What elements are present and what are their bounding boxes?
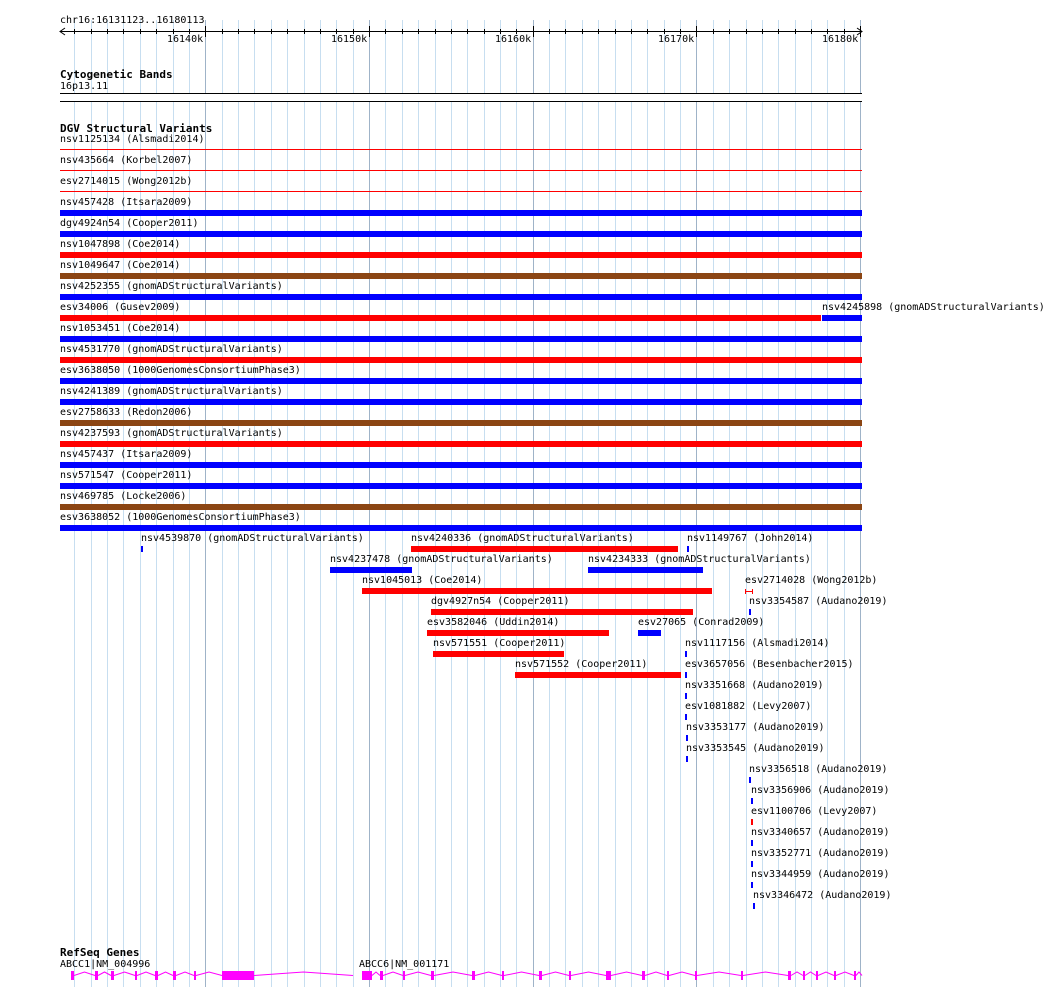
variant-feature[interactable] — [60, 504, 862, 510]
variant-label[interactable]: esv2758633 (Redon2006) — [60, 407, 193, 418]
variant-label[interactable]: esv3638052 (1000GenomesConsortiumPhase3) — [60, 512, 301, 523]
variant-feature[interactable] — [687, 546, 689, 552]
variant-label[interactable]: nsv435664 (Korbel2007) — [60, 155, 193, 166]
variant-label[interactable]: nsv3353545 (Audano2019) — [686, 743, 825, 754]
variant-label[interactable]: nsv3356518 (Audano2019) — [749, 764, 888, 775]
variant-feature[interactable] — [362, 588, 712, 594]
variant-feature[interactable] — [330, 567, 412, 573]
variant-feature[interactable] — [685, 714, 687, 720]
variant-label[interactable]: nsv571551 (Cooper2011) — [433, 638, 566, 649]
gene-intron — [158, 972, 173, 976]
variant-label[interactable]: nsv4237478 (gnomADStructuralVariants) — [330, 554, 553, 565]
gene-intron — [196, 972, 222, 976]
gene-intron — [856, 972, 862, 976]
variant-label[interactable]: nsv571552 (Cooper2011) — [515, 659, 648, 670]
gene-intron — [818, 972, 834, 976]
ruler-tick-label: 16150k — [331, 34, 368, 45]
gene-exon — [135, 971, 137, 980]
variant-feature[interactable] — [60, 273, 862, 279]
variant-feature[interactable] — [60, 525, 862, 531]
gene-exon — [788, 971, 791, 980]
variant-label[interactable]: nsv3346472 (Audano2019) — [753, 890, 892, 901]
variant-feature[interactable] — [60, 170, 862, 171]
variant-label[interactable]: nsv1047898 (Coe2014) — [60, 239, 181, 250]
gene-exon — [502, 971, 504, 980]
variant-feature[interactable] — [751, 861, 753, 867]
variant-label[interactable]: nsv4245898 (gnomADStructuralVariants) — [822, 302, 1045, 313]
variant-feature[interactable] — [60, 441, 862, 447]
variant-feature[interactable] — [751, 840, 753, 846]
variant-feature[interactable] — [588, 567, 703, 573]
gene-exon — [741, 971, 743, 980]
variant-feature[interactable] — [60, 357, 862, 363]
variant-label[interactable]: nsv3353177 (Audano2019) — [686, 722, 825, 733]
gene-model[interactable] — [60, 969, 355, 983]
gene-intron — [137, 972, 155, 976]
gene-intron — [98, 972, 111, 976]
cytoband-bar[interactable] — [60, 93, 862, 102]
variant-feature[interactable] — [685, 693, 687, 699]
variant-label[interactable]: nsv3344959 (Audano2019) — [751, 869, 890, 880]
variant-label[interactable]: nsv457437 (Itsara2009) — [60, 449, 193, 460]
gene-exon — [222, 971, 254, 980]
variant-feature[interactable] — [60, 294, 862, 300]
variant-feature[interactable] — [749, 609, 751, 615]
ruler-tick-label: 16170k — [658, 34, 695, 45]
gene-exon — [695, 971, 697, 980]
variant-label[interactable]: nsv457428 (Itsara2009) — [60, 197, 193, 208]
variant-feature[interactable] — [751, 882, 753, 888]
gene-intron — [434, 972, 472, 976]
variant-feature[interactable] — [60, 378, 862, 384]
gene-exon — [380, 971, 383, 980]
variant-label[interactable]: nsv4240336 (gnomADStructuralVariants) — [411, 533, 634, 544]
variant-label[interactable]: nsv571547 (Cooper2011) — [60, 470, 193, 481]
gene-exon — [667, 971, 669, 980]
gene-intron — [836, 972, 854, 976]
gene-intron — [791, 972, 803, 976]
variant-label[interactable]: nsv4237593 (gnomADStructuralVariants) — [60, 428, 283, 439]
ruler[interactable] — [0, 0, 890, 60]
gene-exon — [803, 971, 805, 980]
variant-feature[interactable] — [60, 252, 862, 258]
gene-intron — [743, 972, 788, 976]
variant-label[interactable]: esv34006 (Gusev2009) — [60, 302, 181, 313]
gene-intron — [669, 972, 695, 976]
variant-feature[interactable] — [60, 210, 862, 216]
gene-intron — [383, 972, 403, 976]
variant-feature[interactable] — [745, 591, 753, 592]
ruler-tick-label: 16180k — [822, 34, 859, 45]
variant-label[interactable]: esv1081882 (Levy2007) — [685, 701, 812, 712]
dgv-track-title: DGV Structural Variants — [60, 122, 213, 135]
variant-feature[interactable] — [427, 630, 609, 636]
variant-label[interactable]: nsv3340657 (Audano2019) — [751, 827, 890, 838]
variant-label[interactable]: esv1100706 (Levy2007) — [751, 806, 878, 817]
variant-feature[interactable] — [515, 672, 681, 678]
variant-feature[interactable] — [433, 651, 564, 657]
variant-label[interactable]: nsv469785 (Locke2006) — [60, 491, 187, 502]
variant-feature[interactable] — [60, 191, 862, 192]
variant-feature[interactable] — [749, 777, 751, 783]
ruler-tick-label: 16160k — [495, 34, 532, 45]
gene-intron — [645, 972, 667, 976]
variant-feature[interactable] — [60, 231, 862, 237]
gene-intron — [504, 972, 539, 976]
variant-label[interactable]: nsv4539870 (gnomADStructuralVariants) — [141, 533, 364, 544]
variant-feature[interactable] — [60, 399, 862, 405]
gene-intron — [114, 972, 135, 976]
gene-exon — [569, 971, 571, 980]
variant-label[interactable]: esv3657056 (Besenbacher2015) — [685, 659, 854, 670]
variant-label[interactable]: nsv3356906 (Audano2019) — [751, 785, 890, 796]
gene-exon — [472, 971, 475, 980]
gene-exon — [431, 971, 434, 980]
variant-feature[interactable] — [685, 651, 687, 657]
gene-intron — [697, 972, 741, 976]
gene-exon — [642, 971, 645, 980]
gene-exon — [173, 971, 176, 980]
cytoband-label: 16p13.11 — [60, 81, 109, 92]
gene-intron — [475, 972, 502, 976]
variant-feature[interactable] — [753, 903, 755, 909]
gene-intron — [372, 972, 380, 976]
variant-label[interactable]: nsv4241389 (gnomADStructuralVariants) — [60, 386, 283, 397]
variant-feature[interactable] — [822, 315, 862, 321]
variant-feature[interactable] — [60, 420, 862, 426]
variant-label[interactable]: esv3638050 (1000GenomesConsortiumPhase3) — [60, 365, 301, 376]
variant-label[interactable]: nsv3352771 (Audano2019) — [751, 848, 890, 859]
variant-feature[interactable] — [60, 336, 862, 342]
variant-label[interactable]: nsv1149767 (John2014) — [687, 533, 814, 544]
variant-feature[interactable] — [60, 483, 862, 489]
gene-exon — [155, 971, 158, 980]
gene-label[interactable]: ABCC6|NM_001171 — [359, 959, 450, 970]
variant-label[interactable]: nsv1045013 (Coe2014) — [362, 575, 483, 586]
variant-feature[interactable] — [751, 798, 753, 804]
gene-exon — [194, 971, 196, 980]
variant-label[interactable]: nsv4252355 (gnomADStructuralVariants) — [60, 281, 283, 292]
variant-feature[interactable] — [686, 735, 688, 741]
gene-intron — [611, 972, 642, 976]
gene-exon — [539, 971, 542, 980]
ruler-title: chr16:16131123..16180113 — [60, 15, 205, 26]
variant-label[interactable]: nsv3354587 (Audano2019) — [749, 596, 888, 607]
variant-label[interactable]: esv2714015 (Wong2012b) — [60, 176, 193, 187]
variant-feature[interactable] — [638, 630, 661, 636]
variant-label[interactable]: esv3582046 (Uddin2014) — [427, 617, 560, 628]
variant-feature[interactable] — [411, 546, 678, 552]
gene-exon — [111, 971, 114, 980]
gene-label[interactable]: ABCC1|NM_004996 — [60, 959, 151, 970]
gene-exon — [834, 971, 836, 980]
variant-label[interactable]: nsv4531770 (gnomADStructuralVariants) — [60, 344, 283, 355]
gene-exon — [403, 971, 405, 980]
gene-exon — [95, 971, 98, 980]
variant-label[interactable]: nsv1125134 (Alsmadi2014) — [60, 134, 205, 145]
gene-intron — [176, 972, 194, 976]
ruler-tick-label: 16140k — [167, 34, 204, 45]
gene-intron — [74, 972, 95, 976]
gene-intron — [405, 972, 431, 976]
refseq-track-title: RefSeq Genes — [60, 946, 140, 959]
variant-feature[interactable] — [141, 546, 143, 552]
variant-label[interactable]: esv2714028 (Wong2012b) — [745, 575, 878, 586]
variant-label[interactable]: dgv4924n54 (Cooper2011) — [60, 218, 199, 229]
gene-intron — [571, 972, 606, 976]
gene-exon — [816, 971, 818, 980]
variant-label[interactable]: nsv1117156 (Alsmadi2014) — [685, 638, 830, 649]
variant-feature[interactable] — [686, 756, 688, 762]
gene-exon — [71, 971, 74, 980]
gene-exon — [606, 971, 611, 980]
cytoband-track-title: Cytogenetic Bands — [60, 68, 173, 81]
variant-label[interactable]: nsv1049647 (Coe2014) — [60, 260, 181, 271]
variant-feature[interactable] — [751, 819, 753, 825]
variant-feature[interactable] — [60, 462, 862, 468]
gene-exon — [854, 971, 856, 980]
variant-label[interactable]: nsv3351668 (Audano2019) — [685, 680, 824, 691]
variant-feature[interactable] — [685, 672, 687, 678]
gene-intron — [542, 972, 569, 976]
variant-label[interactable]: nsv4234333 (gnomADStructuralVariants) — [588, 554, 811, 565]
variant-feature[interactable] — [60, 315, 821, 321]
variant-label[interactable]: esv27065 (Conrad2009) — [638, 617, 765, 628]
gene-intron — [254, 972, 353, 976]
gene-model[interactable] — [359, 969, 864, 983]
variant-label[interactable]: dgv4927n54 (Cooper2011) — [431, 596, 570, 607]
variant-feature[interactable] — [431, 609, 693, 615]
variant-feature[interactable] — [60, 149, 862, 150]
variant-label[interactable]: nsv1053451 (Coe2014) — [60, 323, 181, 334]
gene-intron — [805, 972, 816, 976]
gene-exon — [362, 971, 372, 980]
